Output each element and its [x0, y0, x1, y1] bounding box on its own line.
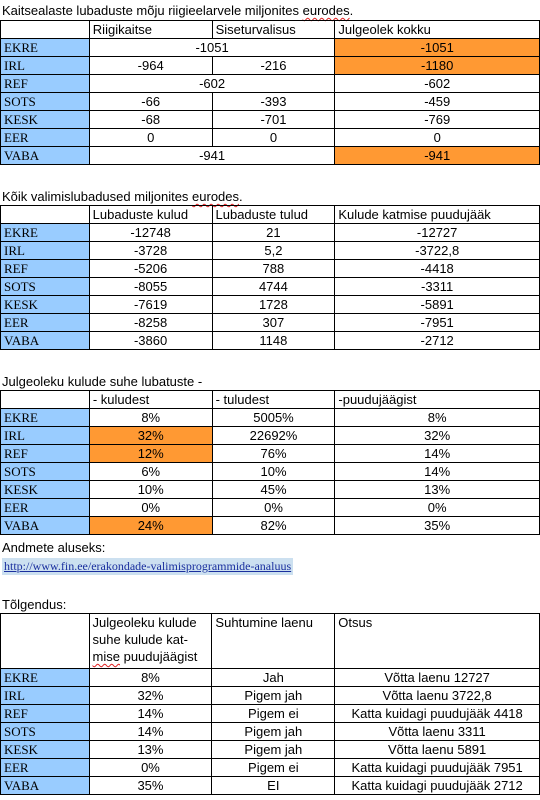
kuludest-value: 32% [89, 427, 212, 445]
header-cell-empty [1, 391, 90, 409]
table-row [1, 57, 540, 75]
table-row [1, 463, 540, 481]
suhe-value: 14% [89, 705, 212, 723]
table-row [1, 427, 540, 445]
table-row [1, 93, 540, 111]
tuludest-value: 45% [212, 481, 335, 499]
riigikaitse-value: -66 [89, 93, 212, 111]
table-row [1, 332, 540, 350]
table-row [1, 39, 540, 57]
table-header-row [1, 614, 540, 669]
total-value: -1051 [335, 39, 540, 57]
otsus-value: Katta kuidagi puudujääk 2712 [335, 777, 540, 795]
total-value: 0 [335, 129, 540, 147]
laen-value: Pigem jah [212, 687, 335, 705]
tulud-value: 5,2 [212, 242, 335, 260]
total-value: -769 [335, 111, 540, 129]
tuludest-value: 0% [212, 499, 335, 517]
table-row [1, 75, 540, 93]
total-value: -1180 [335, 57, 540, 75]
laen-value: Pigem jah [212, 723, 335, 741]
party-label: REF [1, 705, 90, 723]
header-siseturvalisus: Siseturvalisus [212, 21, 335, 39]
table-row [1, 111, 540, 129]
header-riigikaitse: Riigikaitse [89, 21, 212, 39]
kulud-value: -12748 [89, 224, 212, 242]
table-row [1, 445, 540, 463]
total-value: -941 [335, 147, 540, 165]
party-label: EKRE [1, 669, 90, 687]
table-row [1, 481, 540, 499]
kulud-value: -7619 [89, 296, 212, 314]
riigikaitse-value: 0 [89, 129, 212, 147]
party-label: KESK [1, 296, 90, 314]
party-label: SOTS [1, 278, 90, 296]
party-label: VABA [1, 517, 90, 535]
table-row [1, 759, 540, 777]
table-row [1, 242, 540, 260]
header-cell-empty [1, 206, 90, 224]
party-label: EKRE [1, 39, 90, 57]
table-row [1, 296, 540, 314]
kuludest-value: 12% [89, 445, 212, 463]
section1-title: Kaitsealaste lubaduste mõju riigieelarvele miljonites eurodes. [2, 3, 354, 18]
table-row [1, 278, 540, 296]
siseturvalisus-value: -701 [212, 111, 335, 129]
tulud-value: 307 [212, 314, 335, 332]
header-lubaduste-tulud: Lubaduste tulud [212, 206, 335, 224]
tuludest-value: 82% [212, 517, 335, 535]
party-label: KESK [1, 741, 90, 759]
source-link[interactable]: http://www.fin.ee/erakondade-valimisprogrammide-analuus [4, 559, 292, 573]
header-kuludest: - kuludest [89, 391, 212, 409]
table-row [1, 777, 540, 795]
party-label: IRL [1, 427, 90, 445]
party-label: SOTS [1, 463, 90, 481]
table-row [1, 687, 540, 705]
tulud-value: 4744 [212, 278, 335, 296]
table-row [1, 499, 540, 517]
puudujaak-value: -5891 [335, 296, 540, 314]
laen-value: EI [212, 777, 335, 795]
party-label: VABA [1, 147, 90, 165]
party-label: VABA [1, 777, 90, 795]
siseturvalisus-value: -216 [212, 57, 335, 75]
puudujaak-value: -3722,8 [335, 242, 540, 260]
header-julgeolek-kokku: Julgeolek kokku [335, 21, 540, 39]
section2-title: Kõik valimislubadused miljonites eurodes. [2, 189, 243, 204]
party-label: EER [1, 499, 90, 517]
puudujaagist-value: 14% [335, 463, 540, 481]
tulud-value: 21 [212, 224, 335, 242]
party-label: EKRE [1, 409, 90, 427]
party-label: VABA [1, 332, 90, 350]
party-label: SOTS [1, 723, 90, 741]
source-label: Andmete aluseks: [2, 540, 106, 555]
otsus-value: Võtta laenu 3722,8 [335, 687, 540, 705]
puudujaagist-value: 35% [335, 517, 540, 535]
party-label: IRL [1, 687, 90, 705]
riigikaitse-value: -68 [89, 111, 212, 129]
table-row [1, 314, 540, 332]
merged-value: -602 [89, 75, 335, 93]
kulud-value: -8258 [89, 314, 212, 332]
kuludest-value: 0% [89, 499, 212, 517]
kulud-value: -5206 [89, 260, 212, 278]
header-kulude-katmise-puudujaak: Kulude katmise puudujääk [335, 206, 540, 224]
puudujaagist-value: 14% [335, 445, 540, 463]
puudujaak-value: -2712 [335, 332, 540, 350]
header-puudujaagist: -puudujäägist [335, 391, 540, 409]
table-row [1, 409, 540, 427]
laen-value: Jah [212, 669, 335, 687]
table-row [1, 260, 540, 278]
tuludest-value: 5005% [212, 409, 335, 427]
suhe-value: 35% [89, 777, 212, 795]
suhe-value: 13% [89, 741, 212, 759]
table-row [1, 129, 540, 147]
header-julgeoleku-suhe: Julgeoleku kulude suhe kulude kat- mise puudujäägist [89, 614, 212, 669]
party-label: KESK [1, 111, 90, 129]
puudujaak-value: -7951 [335, 314, 540, 332]
siseturvalisus-value: -393 [212, 93, 335, 111]
table-header-row [1, 21, 540, 39]
kuludest-value: 24% [89, 517, 212, 535]
otsus-value: Katta kuidagi puudujääk 4418 [335, 705, 540, 723]
kuludest-value: 10% [89, 481, 212, 499]
table-row [1, 669, 540, 687]
otsus-value: Võtta laenu 5891 [335, 741, 540, 759]
riigikaitse-value: -964 [89, 57, 212, 75]
otsus-value: Võtta laenu 3311 [335, 723, 540, 741]
party-label: REF [1, 260, 90, 278]
tuludest-value: 10% [212, 463, 335, 481]
section3-title: Julgeoleku kulude suhe lubatuste - [2, 374, 203, 389]
kulud-value: -8055 [89, 278, 212, 296]
party-label: IRL [1, 242, 90, 260]
ratio-table [0, 390, 540, 535]
header-cell-empty [1, 614, 90, 669]
party-label: IRL [1, 57, 90, 75]
interpretation-table [0, 613, 540, 795]
tuludest-value: 76% [212, 445, 335, 463]
suhe-value: 14% [89, 723, 212, 741]
defense-budget-table [0, 20, 540, 165]
laen-value: Pigem ei [212, 705, 335, 723]
party-label: REF [1, 75, 90, 93]
suhe-value: 8% [89, 669, 212, 687]
promises-table [0, 205, 540, 350]
puudujaak-value: -3311 [335, 278, 540, 296]
table-row [1, 517, 540, 535]
total-value: -602 [335, 75, 540, 93]
table-row [1, 705, 540, 723]
party-label: EER [1, 129, 90, 147]
puudujaagist-value: 8% [335, 409, 540, 427]
party-label: EKRE [1, 224, 90, 242]
kulud-value: -3860 [89, 332, 212, 350]
kuludest-value: 6% [89, 463, 212, 481]
laen-value: Pigem jah [212, 741, 335, 759]
puudujaak-value: -12727 [335, 224, 540, 242]
party-label: EER [1, 759, 90, 777]
merged-value: -941 [89, 147, 335, 165]
party-label: REF [1, 445, 90, 463]
suhe-value: 0% [89, 759, 212, 777]
table-row [1, 224, 540, 242]
table-header-row [1, 206, 540, 224]
party-label: SOTS [1, 93, 90, 111]
puudujaak-value: -4418 [335, 260, 540, 278]
puudujaagist-value: 13% [335, 481, 540, 499]
header-lubaduste-kulud: Lubaduste kulud [89, 206, 212, 224]
table-header-row [1, 391, 540, 409]
otsus-value: Võtta laenu 12727 [335, 669, 540, 687]
tulud-value: 788 [212, 260, 335, 278]
tulud-value: 1148 [212, 332, 335, 350]
party-label: EER [1, 314, 90, 332]
otsus-value: Katta kuidagi puudujääk 7951 [335, 759, 540, 777]
section4-title: Tõlgendus: [2, 597, 67, 612]
laen-value: Pigem ei [212, 759, 335, 777]
table-row [1, 147, 540, 165]
kulud-value: -3728 [89, 242, 212, 260]
party-label: KESK [1, 481, 90, 499]
total-value: -459 [335, 93, 540, 111]
puudujaagist-value: 0% [335, 499, 540, 517]
kuludest-value: 8% [89, 409, 212, 427]
tulud-value: 1728 [212, 296, 335, 314]
merged-value: -1051 [89, 39, 335, 57]
header-otsus: Otsus [335, 614, 540, 669]
puudujaagist-value: 32% [335, 427, 540, 445]
header-suhtumine-laenu: Suhtumine laenu [212, 614, 335, 669]
table-row [1, 741, 540, 759]
table-row [1, 723, 540, 741]
header-cell-empty [1, 21, 90, 39]
suhe-value: 32% [89, 687, 212, 705]
siseturvalisus-value: 0 [212, 129, 335, 147]
header-tuludest: - tuludest [212, 391, 335, 409]
tuludest-value: 22692% [212, 427, 335, 445]
